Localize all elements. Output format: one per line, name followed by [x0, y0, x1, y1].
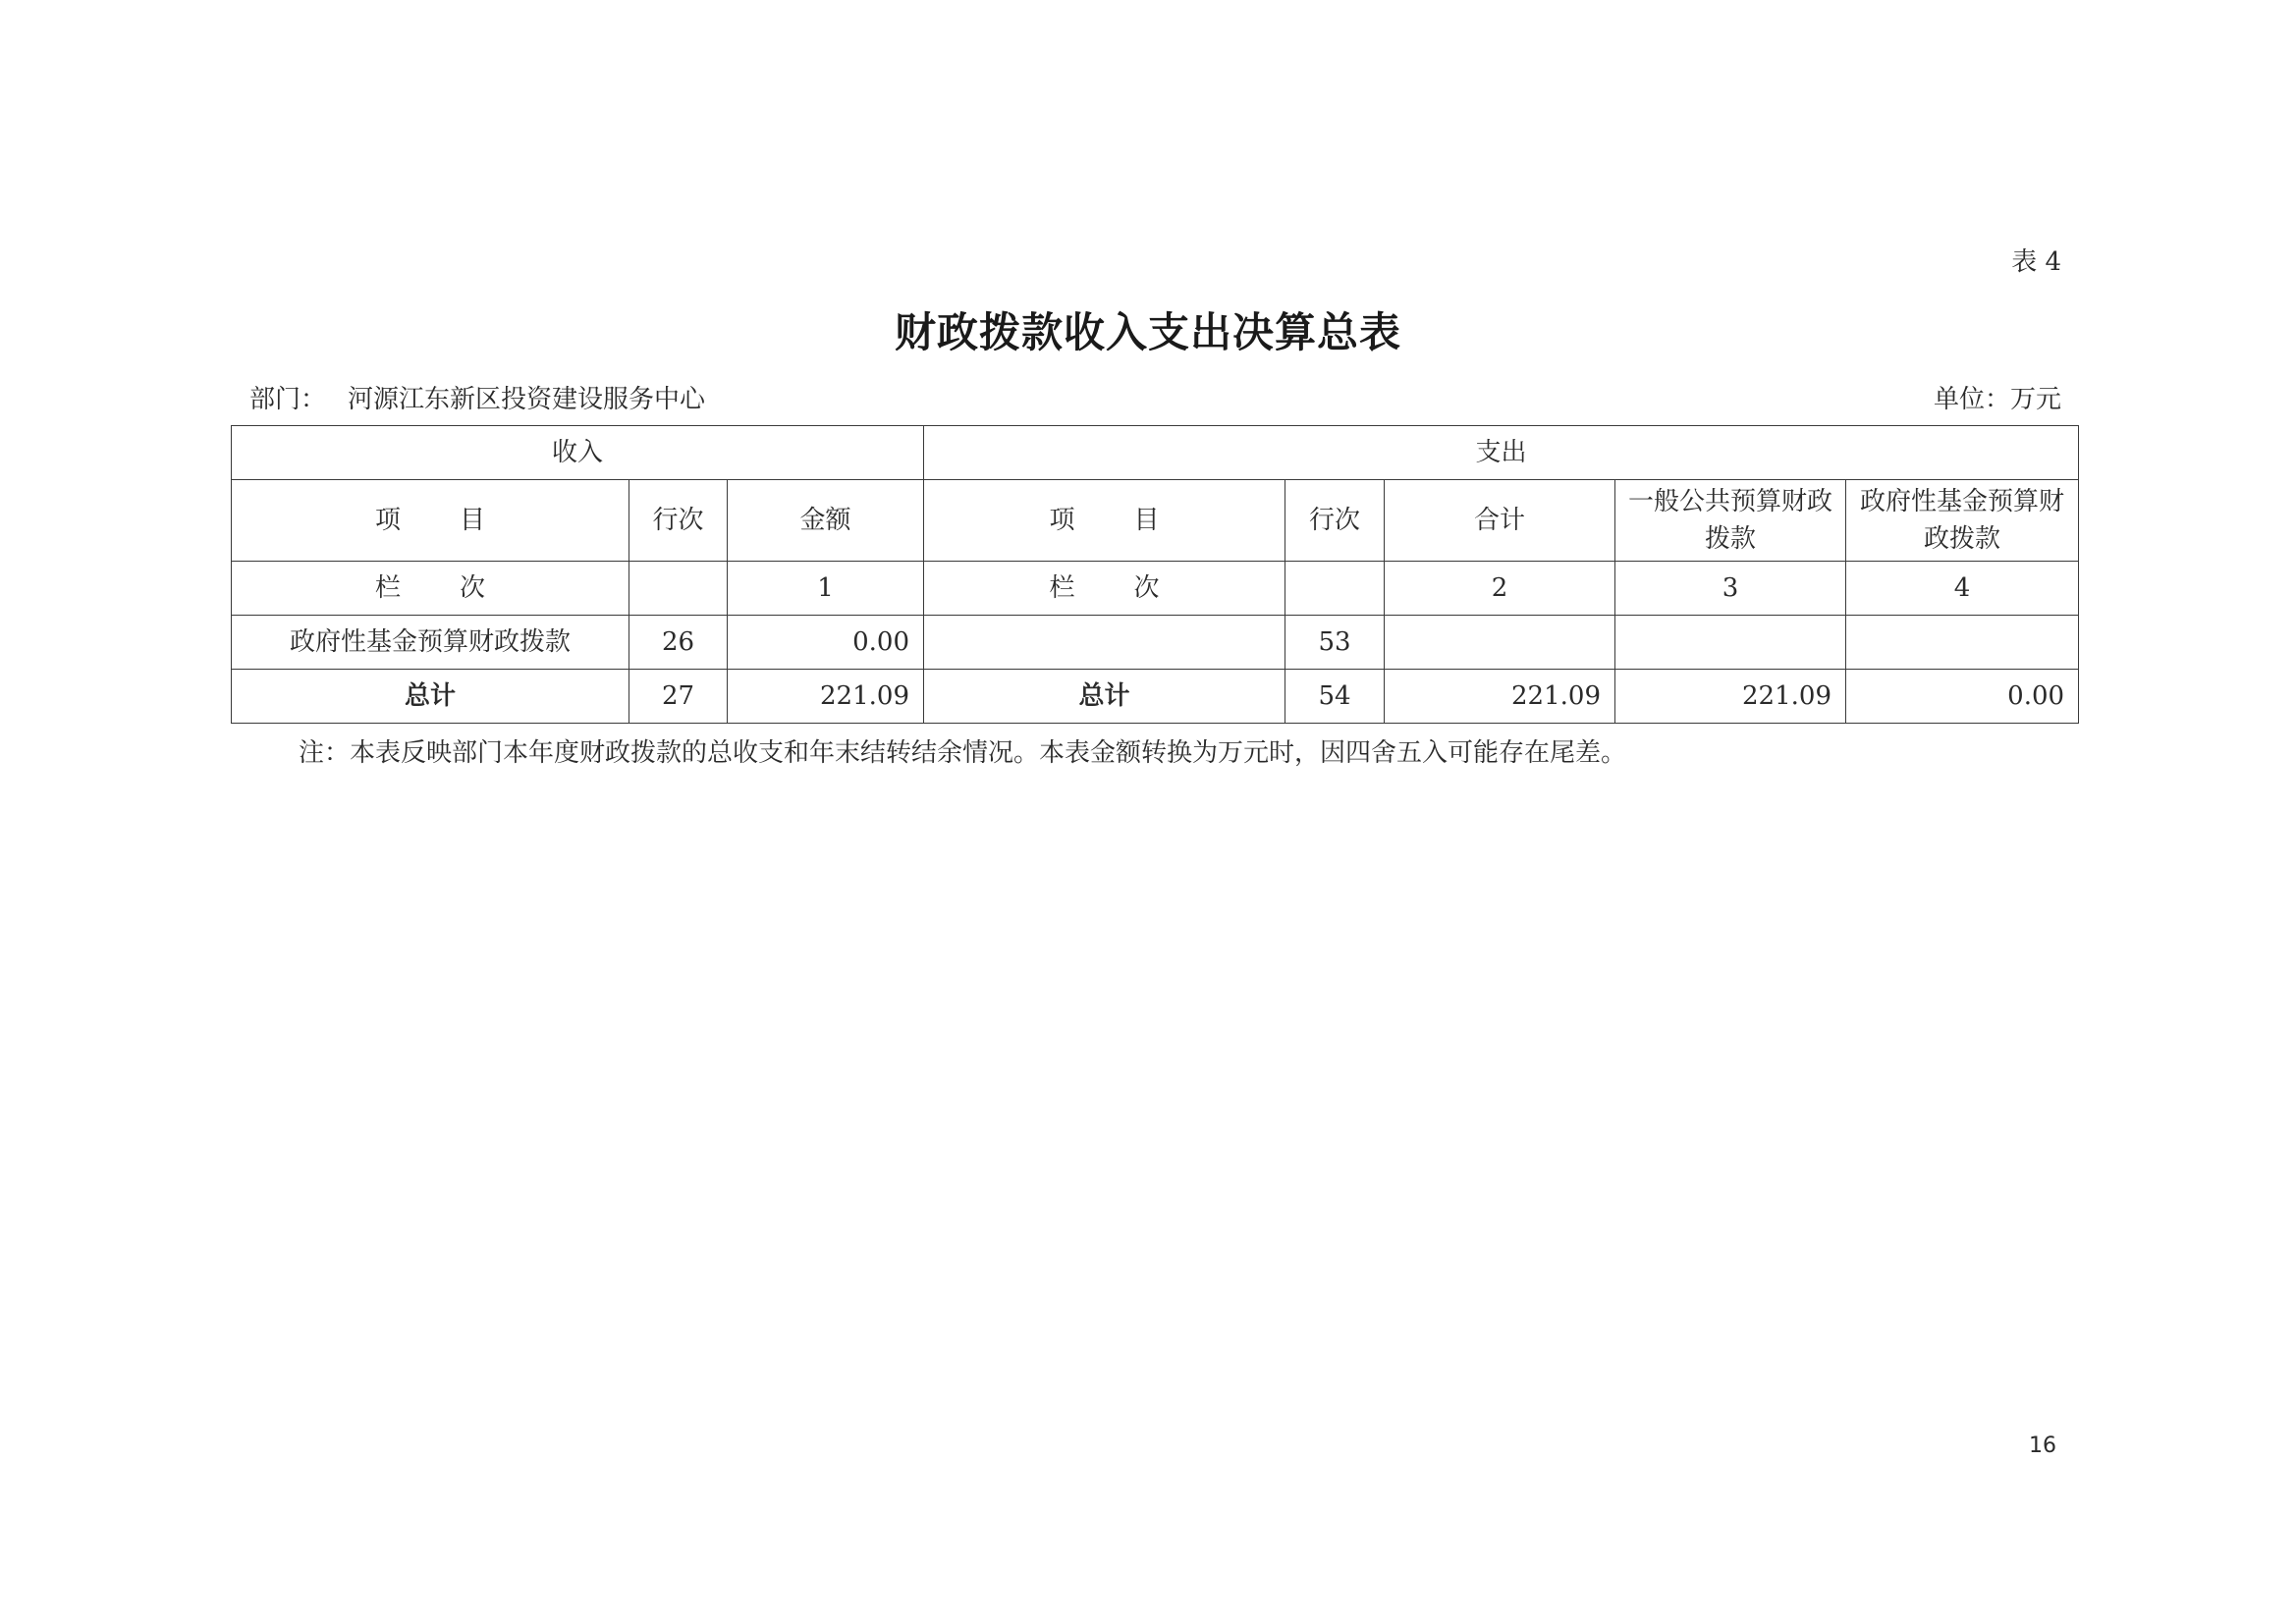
column-number-row — [232, 562, 2079, 616]
expense-total-column-no: 2 — [1385, 562, 1615, 616]
expense-fund: 0.00 — [1846, 670, 2079, 724]
table-note: 注：本表反映部门本年度财政拨款的总收支和年末结转结余情况。本表金额转换为万元时，因四舍五入可能存在尾差。 — [299, 738, 1627, 768]
item-header-char-b: 目 — [1133, 506, 1160, 535]
income-item: 政府性基金预算财政拨款 — [232, 616, 629, 670]
expense-row-no: 53 — [1285, 616, 1385, 670]
expense-column-label — [924, 562, 1285, 616]
expense-item-header — [924, 480, 1285, 562]
item-header-char-b: 目 — [460, 506, 486, 535]
expense-total-label: 总计 — [924, 670, 1285, 724]
item-header-char-a: 项 — [374, 506, 401, 535]
column-label-char-a: 栏 — [374, 573, 401, 603]
expense-total: 221.09 — [1385, 670, 1615, 724]
expense-general — [1615, 616, 1846, 670]
page-number: 16 — [2029, 1434, 2056, 1458]
expense-total — [1385, 616, 1615, 670]
column-label-char-b: 次 — [460, 573, 486, 603]
table-number: 表 4 — [2011, 247, 2061, 277]
income-row-no: 27 — [629, 670, 728, 724]
budget-table — [231, 425, 2079, 724]
department-value: 河源江东新区投资建设服务中心 — [348, 385, 706, 414]
page-title: 财政拨款收入支出决算总表 — [894, 308, 1401, 356]
column-header-row — [232, 480, 2079, 562]
expense-fund — [1846, 616, 2079, 670]
income-item-header — [232, 480, 629, 562]
expense-row-no-column — [1285, 562, 1385, 616]
expense-general-column-no: 3 — [1615, 562, 1846, 616]
expense-general-budget-header: 一般公共预算财政拨款 — [1615, 480, 1846, 562]
income-row-no: 26 — [629, 616, 728, 670]
income-row-no-header: 行次 — [629, 480, 728, 562]
department-line — [249, 379, 705, 415]
income-amount-column-no: 1 — [728, 562, 924, 616]
unit-label: 单位：万元 — [1933, 385, 2061, 414]
table-total-row — [232, 670, 2079, 724]
item-header-char-a: 项 — [1049, 506, 1075, 535]
table-row — [232, 616, 2079, 670]
income-amount: 221.09 — [728, 670, 924, 724]
income-total-label: 总计 — [232, 670, 629, 724]
column-label-char-b: 次 — [1133, 573, 1160, 603]
group-header-row — [232, 426, 2079, 480]
income-group-header: 收入 — [232, 426, 924, 480]
column-label-char-a: 栏 — [1049, 573, 1075, 603]
income-row-no-column — [629, 562, 728, 616]
expense-row-no-header: 行次 — [1285, 480, 1385, 562]
expense-item — [924, 616, 1285, 670]
expense-total-header: 合计 — [1385, 480, 1615, 562]
income-column-label — [232, 562, 629, 616]
income-amount-header: 金额 — [728, 480, 924, 562]
expense-gov-fund-header: 政府性基金预算财政拨款 — [1846, 480, 2079, 562]
department-label: 部门： — [249, 385, 327, 414]
expense-general: 221.09 — [1615, 670, 1846, 724]
expense-fund-column-no: 4 — [1846, 562, 2079, 616]
expense-row-no: 54 — [1285, 670, 1385, 724]
expense-group-header: 支出 — [924, 426, 2079, 480]
income-amount: 0.00 — [728, 616, 924, 670]
